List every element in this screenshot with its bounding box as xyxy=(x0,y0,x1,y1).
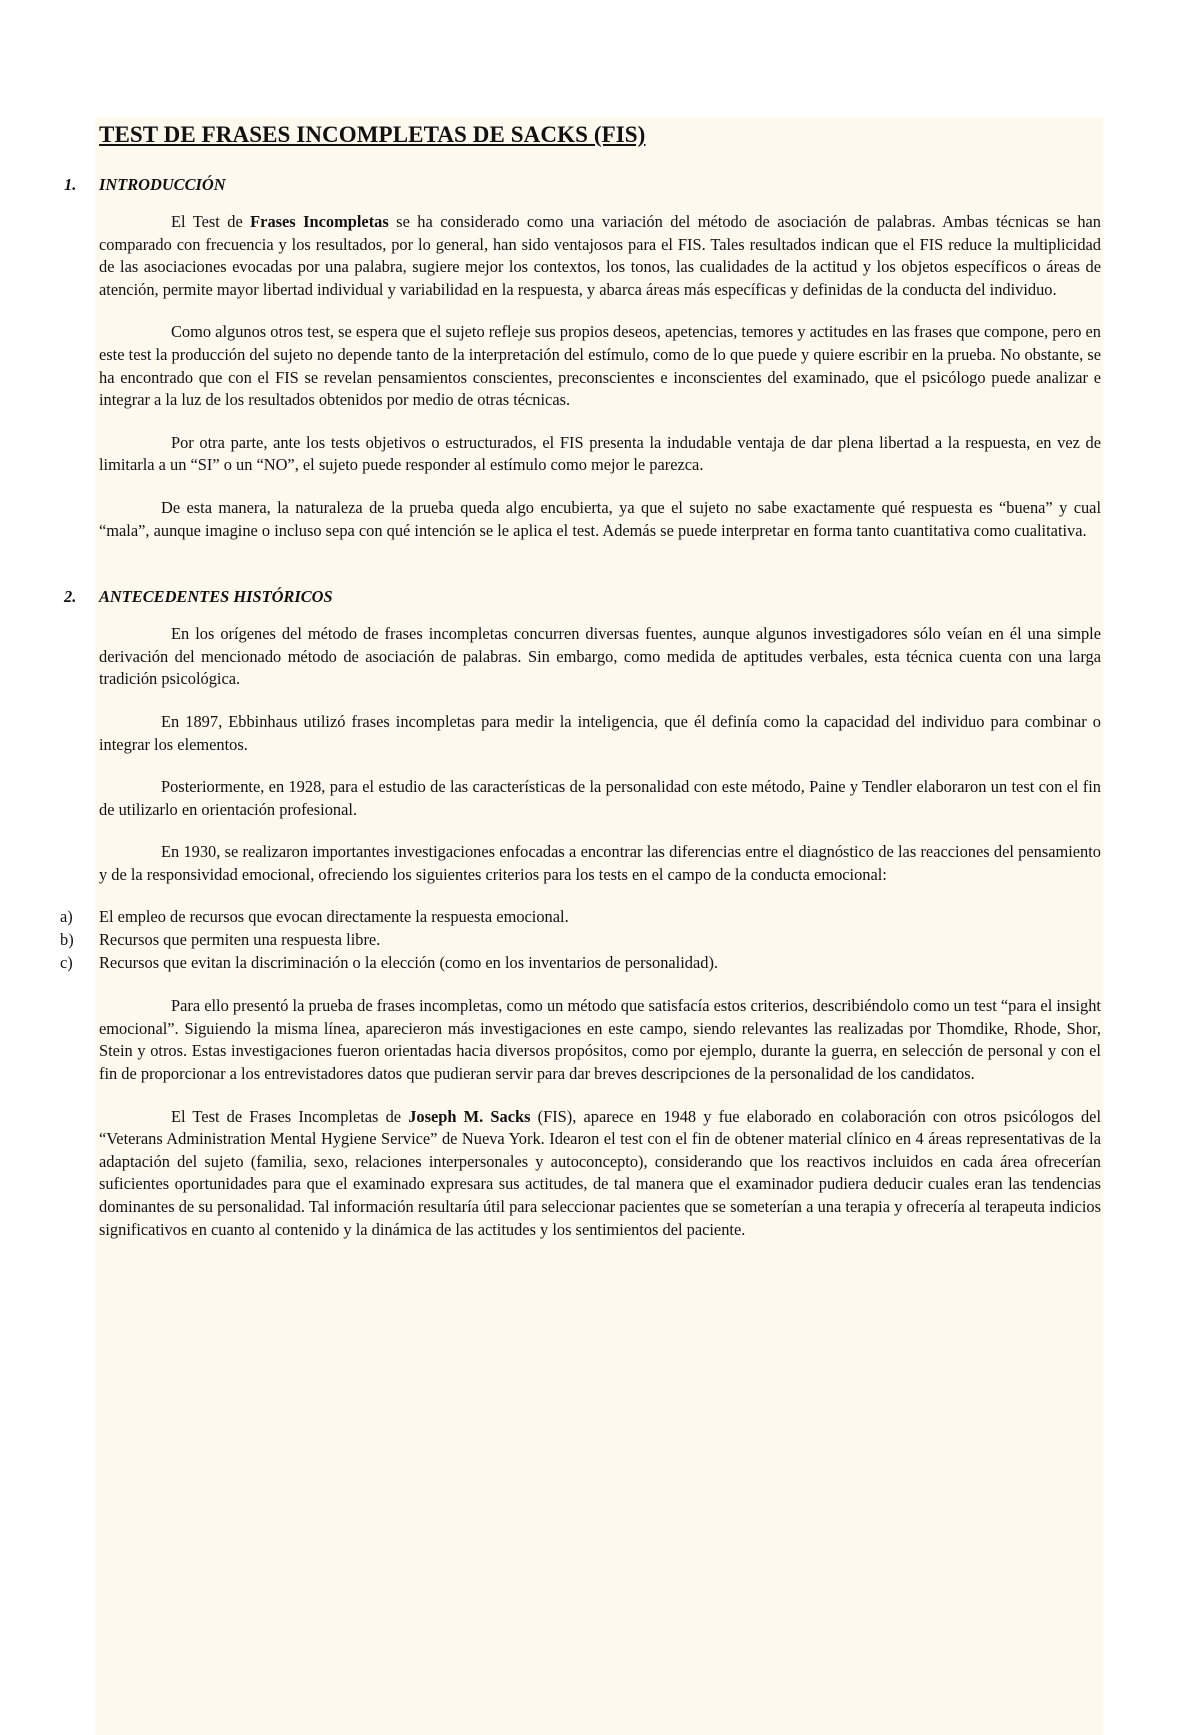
list-item xyxy=(60,952,1101,975)
list-marker: b) xyxy=(60,930,74,950)
paragraph: En 1930, se realizaron importantes investigaciones enfocadas a encontrar las diferencias entre el diagnóstico de las reacciones del pensamiento y de la responsividad emocional, ofreciendo los siguientes criterios para los tests en el campo de la conducta emocional: xyxy=(99,842,1101,884)
criteria-list xyxy=(60,906,1101,974)
paragraph: En los orígenes del método de frases incompletas concurren diversas fuentes, aunque algunos investigadores sólo veían en él una simple derivación del mencionado método de asociación de palabras. Sin embargo, como medida de aptitudes verbales, esta técnica cuenta con una larga tradición psicológica. xyxy=(99,624,1101,689)
paragraph: De esta manera, la naturaleza de la prueba queda algo encubierta, ya que el sujeto no sabe exactamente qué respuesta es “buena” y cual “mala”, aunque imagine o incluso sepa con qué intención se le aplica el test. Además se puede interpretar en forma tanto cuantitativa como cualitativa. xyxy=(99,497,1101,540)
section-number: 1. xyxy=(64,175,77,194)
paragraph: Para ello presentó la prueba de frases incompletas, como un método que satisfacía estos criterios, describiéndolo como un test “para el insight emocional”. Siguiendo la misma línea, aparecieron más investigaciones en este campo, siendo relevantes las realizadas por Thomdike, Rhode, Shor, Stein y otros. Estas investigaciones fueron orientadas hacia diversos propósitos, como por ejemplo, durante la guerra, en selección de personal y con el fin de proporcionar a los entrevistadores datos que pudieran servir para dar breves descripciones de la personalidad de los candidatos. xyxy=(99,996,1101,1084)
paragraph: El Test de Frases Incompletas se ha considerado como una variación del método de asociación de palabras. Ambas técnicas se han comparado con frecuencia y los resultados, por lo general, han sido ventajosos para el FIS. Tales resultados indican que el FIS reduce la multiplicidad de las asociaciones evocadas por una palabra, sugiere mejor los contextos, los tonos, las cualidades de la actitud y los objetos específicos o áreas de atención, permite mayor libertad individual y variabilidad en la respuesta, y abarca áreas más específicas y definidas de la conducta del individuo. xyxy=(99,212,1101,299)
list-item-text: Recursos que evitan la discriminación o la elección (como en los inventarios de personalidad). xyxy=(99,952,719,972)
paragraph: El Test de Frases Incompletas de Joseph M. Sacks (FIS), aparece en 1948 y fue elaborado en colaboración con otros psicólogos del “Veterans Administration Mental Hygiene Service” de Nueva York. Idearon el test con el fin de obtener material clínico en 4 áreas representativas de la adaptación del sujeto (familia, sexo, relaciones interpersonales y autoconcepto), considerando que los reactivos incluidos en cada área ofrecerían suficientes oportunidades para que el examinado expresara sus actitudes, de tal manera que el examinador pudiera deducir cuales eran las tendencias dominantes de su personalidad. Tal información resultaría útil para seleccionar pacientes que se someterían a una terapia y ofrecería al terapeuta indicios significativos en cuanto al contenido y la dinámica de las actitudes y los sentimientos del paciente. xyxy=(99,1106,1101,1239)
document-title: TEST DE FRASES INCOMPLETAS DE SACKS (FIS) xyxy=(99,122,646,147)
section-heading-antecedentes xyxy=(64,586,1101,608)
section-heading-introduccion xyxy=(64,174,1101,196)
list-item-text: El empleo de recursos que evocan directamente la respuesta emocional. xyxy=(99,907,569,927)
list-marker: c) xyxy=(60,952,73,972)
paragraph: Por otra parte, ante los tests objetivos o estructurados, el FIS presenta la indudable ventaja de dar plena libertad a la respuesta, en vez de limitarla a un “SI” o un “NO”, el sujeto puede responder al estímulo como mejor le parezca. xyxy=(99,432,1101,475)
section-number: 2. xyxy=(64,587,77,607)
paragraph: Posteriormente, en 1928, para el estudio de las características de la personalidad con este método, Paine y Tendler elaboraron un test con el fin de utilizarlo en orientación profesional. xyxy=(99,777,1101,819)
document-body xyxy=(60,120,1101,1261)
list-item-text: Recursos que permiten una respuesta libre. xyxy=(99,930,381,950)
section-title: ANTECEDENTES HISTÓRICOS xyxy=(99,587,333,607)
paragraph: Como algunos otros test, se espera que el sujeto refleje sus propios deseos, apetencias, temores y actitudes en las frases que compone, pero en este test la producción del sujeto no depende tanto de la interpretación del estímulo, como de lo que puede y quiere escribir en la prueba. No obstante, se ha encontrado que con el FIS se revelan pensamientos conscientes, preconscientes e inconscientes del examinado, que el psicólogo puede analizar e integrar a la luz de los resultados obtenidos por medio de otras técnicas. xyxy=(99,322,1101,410)
list-item xyxy=(60,906,1101,929)
list-marker: a) xyxy=(60,907,73,927)
list-item xyxy=(60,929,1101,952)
paragraph: En 1897, Ebbinhaus utilizó frases incompletas para medir la inteligencia, que él definía como la capacidad del individuo para combinar o integrar los elementos. xyxy=(99,711,1101,754)
section-title: INTRODUCCIÓN xyxy=(99,175,226,194)
